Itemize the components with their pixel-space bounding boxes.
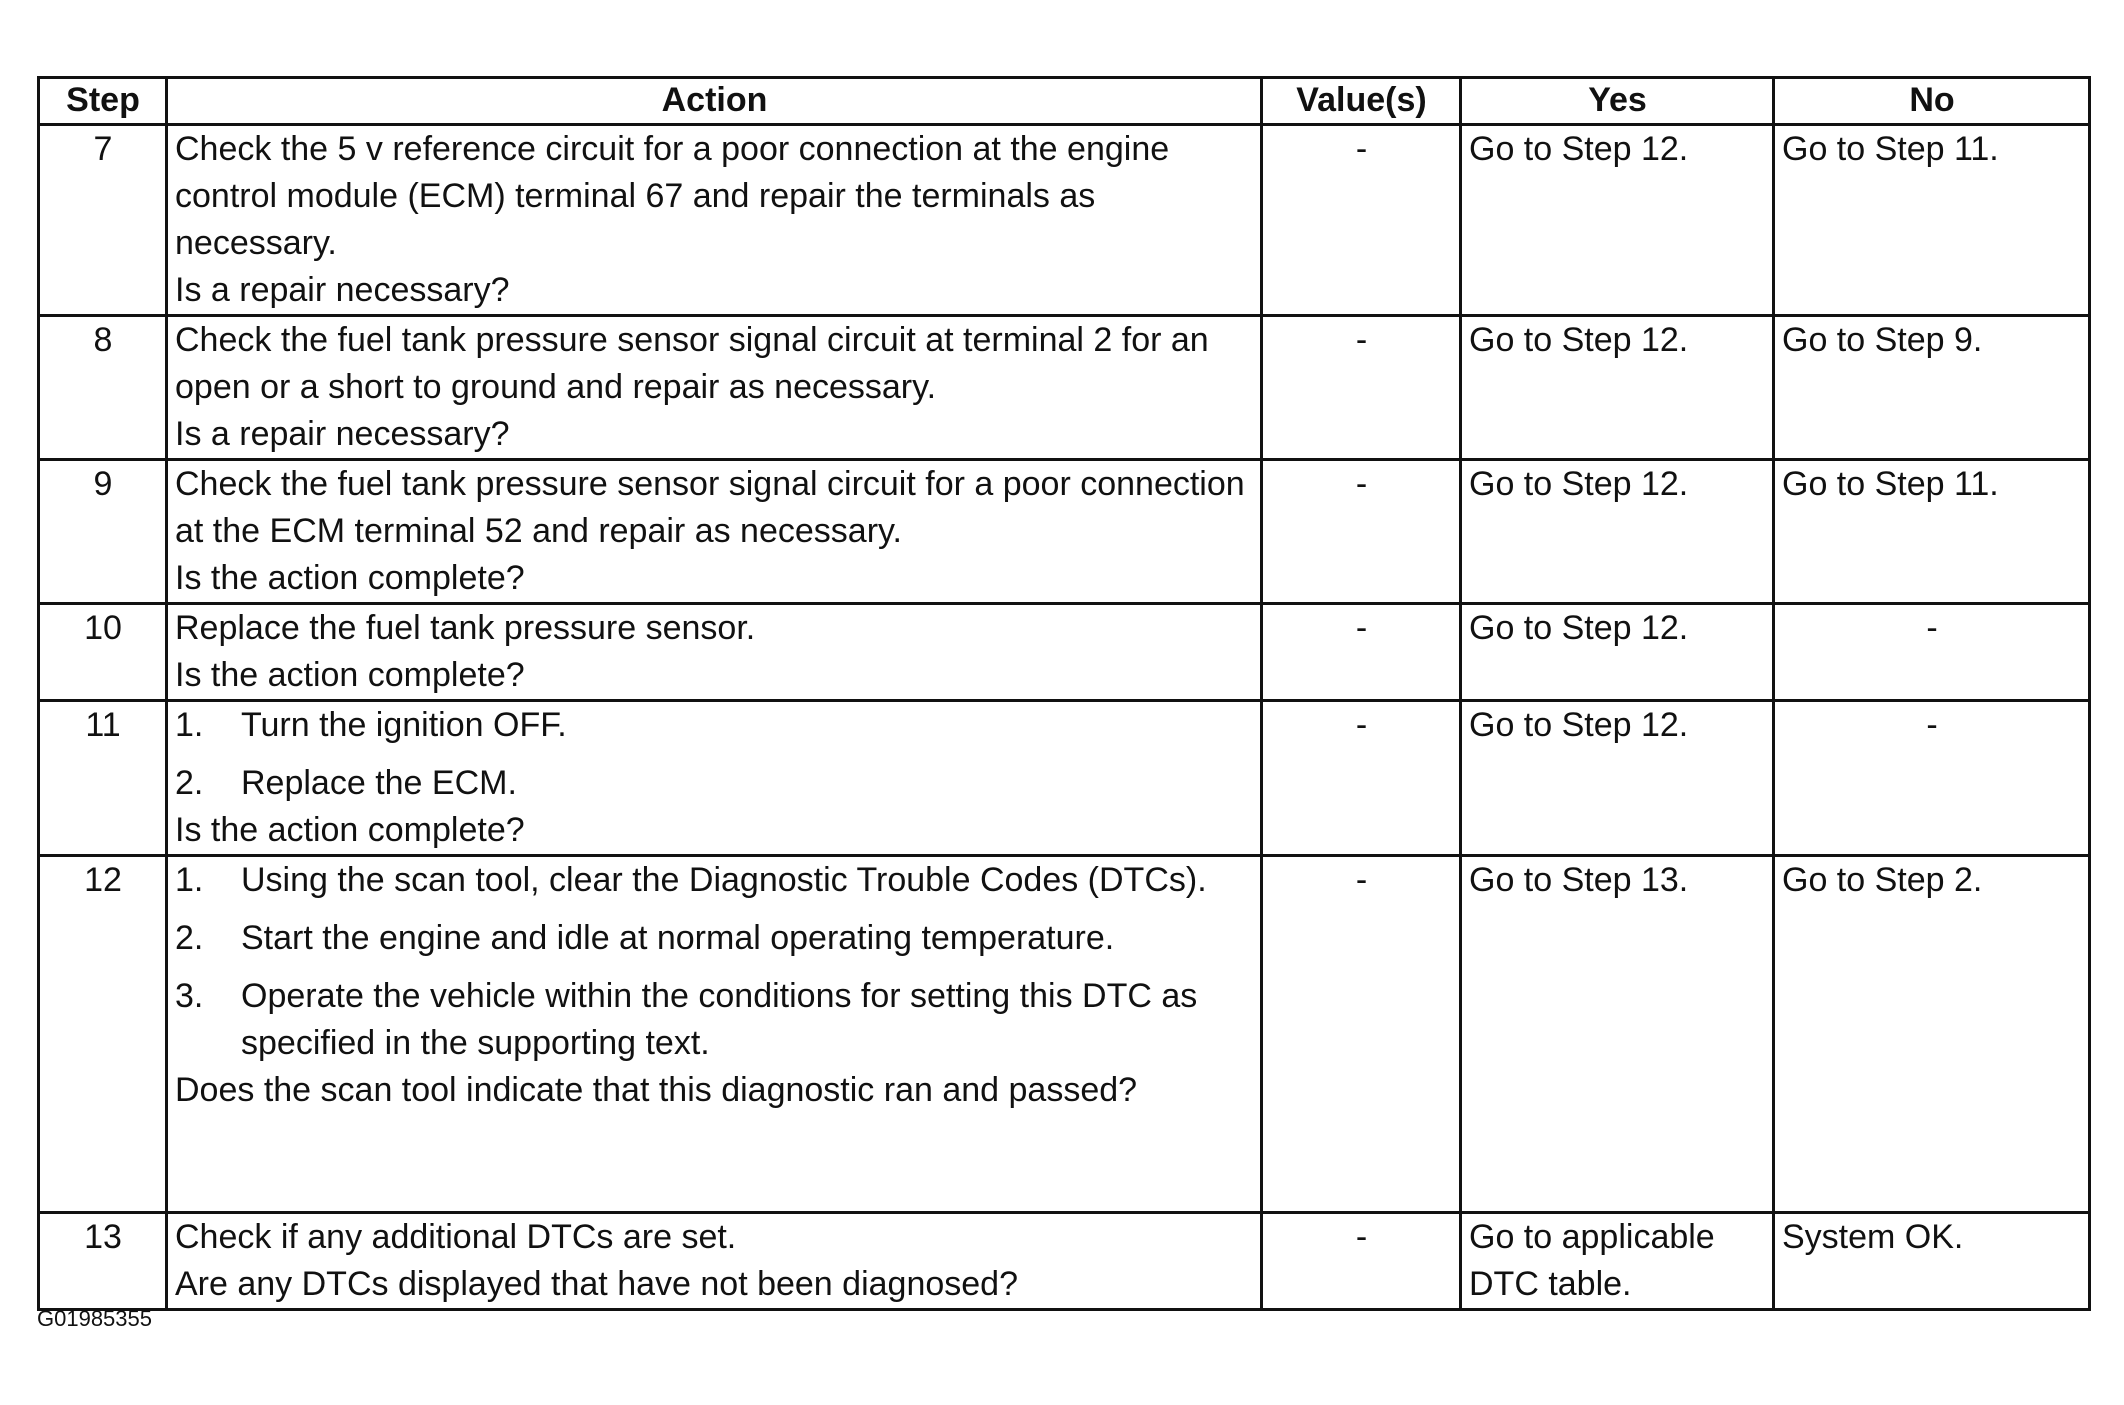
yes-cell: Go to Step 12. xyxy=(1461,701,1774,856)
table-body xyxy=(39,125,2090,1310)
no-cell: - xyxy=(1774,701,2090,856)
action-cell xyxy=(167,316,1262,460)
action-list-item xyxy=(175,915,1254,962)
list-item-text: Start the engine and idle at normal operating temperature. xyxy=(241,919,1115,957)
no-cell: Go to Step 2. xyxy=(1774,856,2090,1213)
value-cell: - xyxy=(1262,856,1461,1213)
list-item-text: Using the scan tool, clear the Diagnostic Trouble Codes (DTCs). xyxy=(241,861,1207,899)
list-item-text: Replace the ECM. xyxy=(241,764,517,802)
header-row xyxy=(39,78,2090,125)
header-values: Value(s) xyxy=(1262,78,1461,125)
step-cell: 8 xyxy=(39,316,167,460)
action-cell xyxy=(167,460,1262,604)
table-row xyxy=(39,701,2090,856)
action-cell xyxy=(167,1213,1262,1310)
action-text: Check the 5 v reference circuit for a poor connection at the engine control module (ECM) terminal 67 and repair the terminals as necessary. xyxy=(175,130,1170,262)
no-cell: - xyxy=(1774,604,2090,701)
list-item-number: 1. xyxy=(175,861,204,899)
figure-code: G01985355 xyxy=(37,1306,152,1331)
yes-cell: Go to applicable DTC table. xyxy=(1461,1213,1774,1310)
value-cell: - xyxy=(1262,701,1461,856)
table-row xyxy=(39,604,2090,701)
action-question: Are any DTCs displayed that have not been diagnosed? xyxy=(175,1265,1018,1303)
step-cell: 7 xyxy=(39,125,167,316)
no-cell: Go to Step 11. xyxy=(1774,460,2090,604)
action-question: Is the action complete? xyxy=(175,656,525,694)
step-cell: 9 xyxy=(39,460,167,604)
table-row xyxy=(39,316,2090,460)
action-question: Is the action complete? xyxy=(175,811,525,849)
value-cell: - xyxy=(1262,604,1461,701)
header-no: No xyxy=(1774,78,2090,125)
action-cell xyxy=(167,604,1262,701)
no-cell: Go to Step 9. xyxy=(1774,316,2090,460)
yes-cell: Go to Step 12. xyxy=(1461,125,1774,316)
no-cell: Go to Step 11. xyxy=(1774,125,2090,316)
header-action: Action xyxy=(167,78,1262,125)
action-text: Check if any additional DTCs are set. xyxy=(175,1218,737,1256)
header-yes: Yes xyxy=(1461,78,1774,125)
action-list-item xyxy=(175,973,1254,1067)
table-row xyxy=(39,856,2090,1213)
list-item-number: 2. xyxy=(175,919,204,957)
header-step: Step xyxy=(39,78,167,125)
action-cell xyxy=(167,856,1262,1213)
step-cell: 13 xyxy=(39,1213,167,1310)
table-row xyxy=(39,125,2090,316)
step-cell: 11 xyxy=(39,701,167,856)
list-item-number: 3. xyxy=(175,977,204,1015)
value-cell: - xyxy=(1262,1213,1461,1310)
action-question: Is a repair necessary? xyxy=(175,271,510,309)
step-cell: 12 xyxy=(39,856,167,1213)
no-cell: System OK. xyxy=(1774,1213,2090,1310)
yes-cell: Go to Step 13. xyxy=(1461,856,1774,1213)
action-question: Does the scan tool indicate that this diagnostic ran and passed? xyxy=(175,1071,1138,1109)
value-cell: - xyxy=(1262,460,1461,604)
diagnostic-table xyxy=(37,76,2091,1311)
action-text: Check the fuel tank pressure sensor signal circuit at terminal 2 for an open or a short to ground and repair as necessary. xyxy=(175,321,1209,406)
yes-cell: Go to Step 12. xyxy=(1461,460,1774,604)
table-row xyxy=(39,460,2090,604)
value-cell: - xyxy=(1262,125,1461,316)
list-item-text: Operate the vehicle within the conditions for setting this DTC as specified in the supporting text. xyxy=(241,977,1198,1062)
step-cell: 10 xyxy=(39,604,167,701)
list-item-number: 1. xyxy=(175,706,204,744)
action-list-item xyxy=(175,857,1254,904)
value-cell: - xyxy=(1262,316,1461,460)
table-row xyxy=(39,1213,2090,1310)
action-list-item xyxy=(175,702,1254,749)
action-cell xyxy=(167,701,1262,856)
action-list-item xyxy=(175,760,1254,807)
yes-cell: Go to Step 12. xyxy=(1461,316,1774,460)
list-item-number: 2. xyxy=(175,764,204,802)
action-text: Check the fuel tank pressure sensor signal circuit for a poor connection at the ECM terminal 52 and repair as necessary. xyxy=(175,465,1245,550)
action-cell xyxy=(167,125,1262,316)
action-question: Is the action complete? xyxy=(175,559,525,597)
list-item-text: Turn the ignition OFF. xyxy=(241,706,567,744)
yes-cell: Go to Step 12. xyxy=(1461,604,1774,701)
action-text: Replace the fuel tank pressure sensor. xyxy=(175,609,756,647)
action-question: Is a repair necessary? xyxy=(175,415,510,453)
